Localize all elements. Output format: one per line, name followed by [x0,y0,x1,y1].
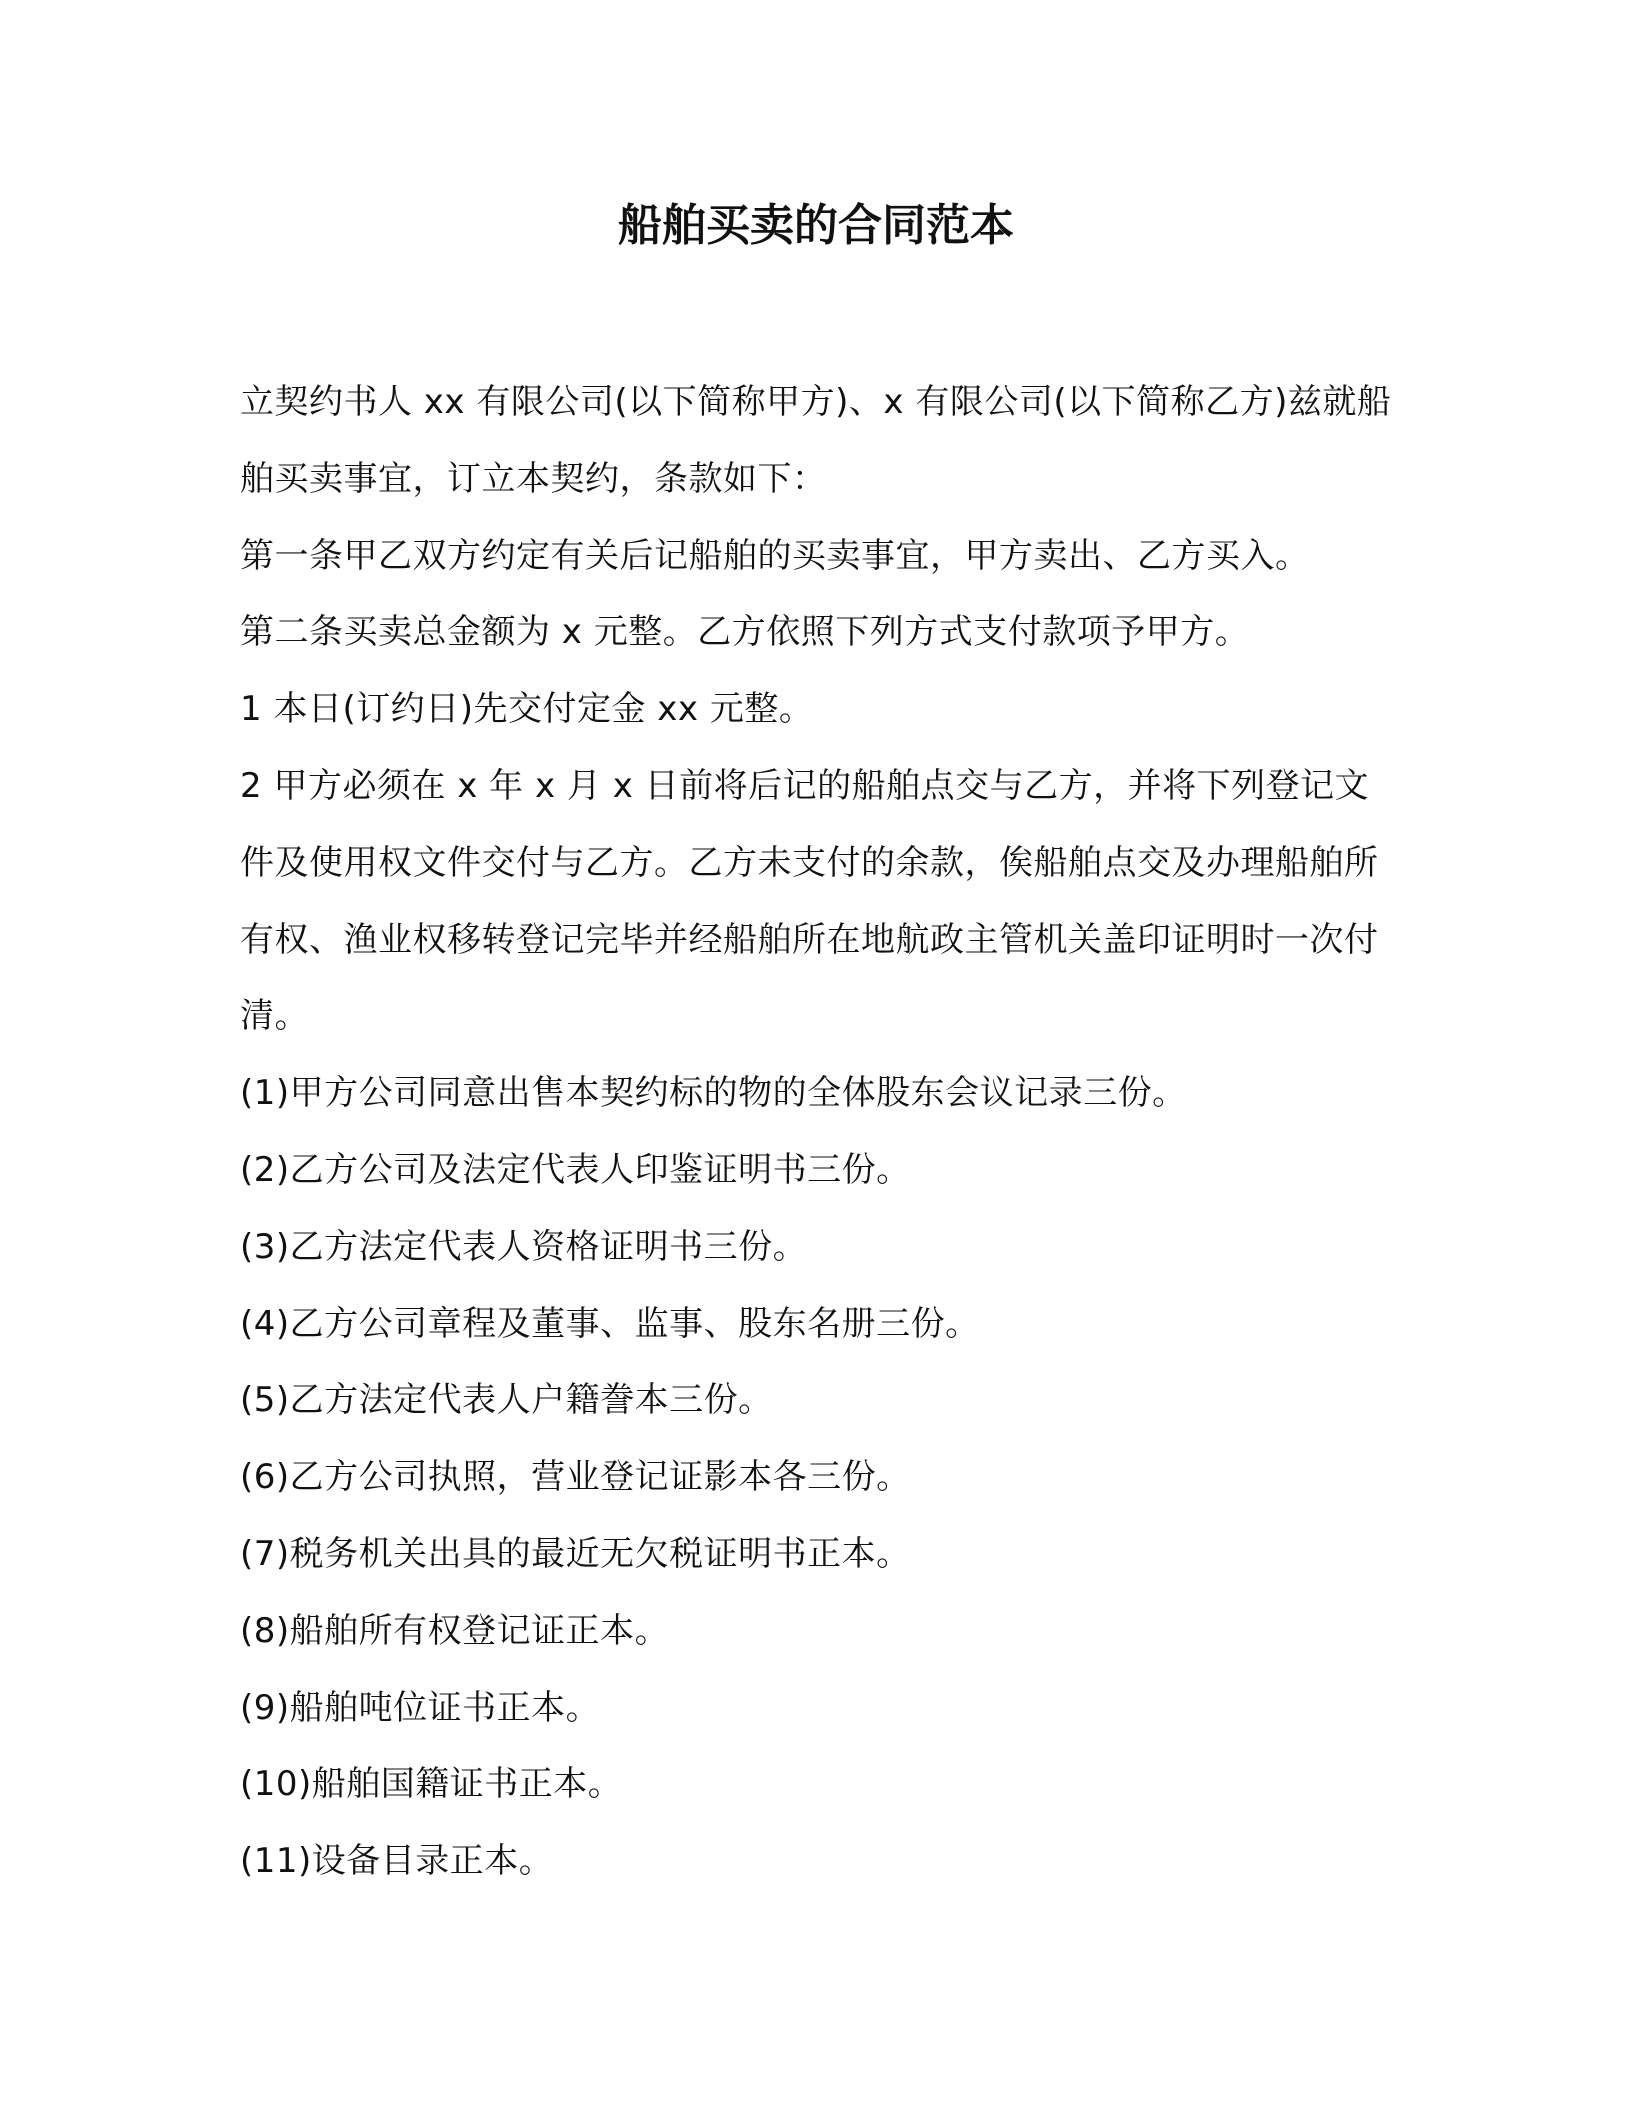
paragraph-item-2: 2 甲方必须在 x 年 x 月 x 日前将后记的船舶点交与乙方，并将下列登记文件及使用权文件交付与乙方。乙方未支付的余款，俟船舶点交及办理船舶所有权、渔业权移转登记完毕并经船舶所在地航政主管机关盖印证明时一次付清。 [240,765,1379,1037]
paragraph-article-1: 第一条甲乙双方约定有关后记船舶的买卖事宜，甲方卖出、乙方买入。 [240,535,1310,576]
list-item: (11)设备目录正本。 [240,1841,554,1882]
document-title: 船舶买卖的合同范本 [618,200,1014,251]
list-item: (7)税务机关出具的最近无欠税证明书正本。 [240,1533,911,1574]
paragraph-preamble: 立契约书人 xx 有限公司(以下简称甲方)、x 有限公司(以下简称乙方)兹就船舶买卖事宜，订立本契约，条款如下： [240,382,1392,499]
list-item: (8)船舶所有权登记证正本。 [240,1610,670,1651]
list-item: (2)乙方公司及法定代表人印鉴证明书三份。 [240,1149,911,1190]
paragraph-item-1: 1 本日(订约日)先交付定金 xx 元整。 [240,689,814,730]
list-item: (5)乙方法定代表人户籍誊本三份。 [240,1380,773,1421]
list-item: (9)船舶吨位证书正本。 [240,1687,601,1728]
list-item: (6)乙方公司执照，营业登记证影本各三份。 [240,1457,911,1498]
document-body [240,364,1400,1900]
list-item: (10)船舶国籍证书正本。 [240,1764,623,1805]
list-item: (4)乙方公司章程及董事、监事、股东名册三份。 [240,1303,980,1344]
paragraph-article-2: 第二条买卖总金额为 x 元整。乙方依照下列方式支付款项予甲方。 [240,612,1250,653]
list-item: (3)乙方法定代表人资格证明书三份。 [240,1226,808,1267]
list-item: (1)甲方公司同意出售本契约标的物的全体股东会议记录三份。 [240,1073,1187,1114]
